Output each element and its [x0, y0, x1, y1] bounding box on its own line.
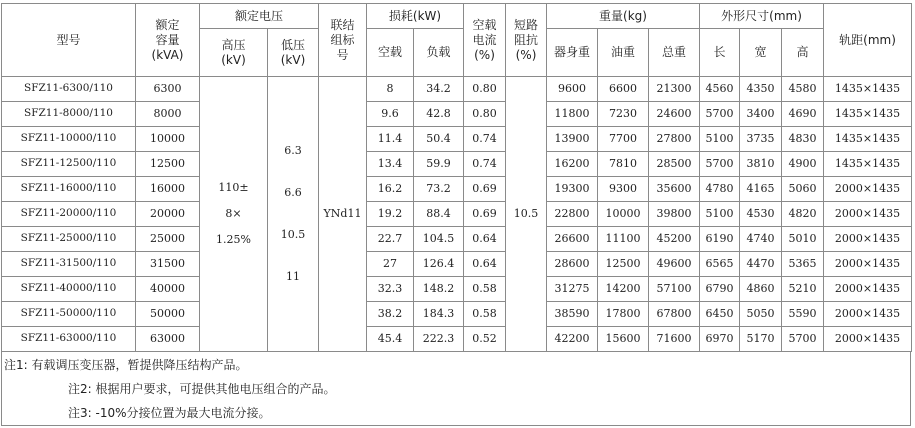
vector-group-cell: YNd11 — [319, 77, 367, 352]
capacity-cell: 20000 — [136, 202, 200, 227]
width-cell: 4530 — [740, 202, 782, 227]
header-height: 高 — [782, 29, 824, 77]
capacity-cell: 16000 — [136, 177, 200, 202]
model-cell: SFZ11-63000/110 — [2, 327, 136, 352]
gauge-cell: 1435×1435 — [824, 127, 912, 152]
length-cell: 6450 — [700, 302, 740, 327]
total-weight-cell: 71600 — [649, 327, 700, 352]
no-load-current-cell: 0.74 — [464, 152, 506, 177]
height-cell: 5210 — [782, 277, 824, 302]
no-load-loss-cell: 32.3 — [367, 277, 414, 302]
oil-weight-cell: 7810 — [598, 152, 649, 177]
no-load-loss-cell: 9.6 — [367, 102, 414, 127]
header-loss: 损耗(kW) — [367, 4, 464, 29]
height-cell: 5590 — [782, 302, 824, 327]
capacity-cell: 31500 — [136, 252, 200, 277]
oil-weight-cell: 17800 — [598, 302, 649, 327]
model-cell: SFZ11-10000/110 — [2, 127, 136, 152]
table-row — [2, 327, 912, 352]
height-cell: 5365 — [782, 252, 824, 277]
width-cell: 4740 — [740, 227, 782, 252]
length-cell: 5700 — [700, 152, 740, 177]
width-cell: 4860 — [740, 277, 782, 302]
model-cell: SFZ11-8000/110 — [2, 102, 136, 127]
height-cell: 5010 — [782, 227, 824, 252]
model-cell: SFZ11-25000/110 — [2, 227, 136, 252]
oil-weight-cell: 7230 — [598, 102, 649, 127]
load-loss-cell: 104.5 — [414, 227, 464, 252]
transformer-spec-table — [1, 3, 912, 352]
total-weight-cell: 67800 — [649, 302, 700, 327]
width-cell: 3735 — [740, 127, 782, 152]
impedance-cell: 10.5 — [506, 77, 547, 352]
gauge-cell: 2000×1435 — [824, 227, 912, 252]
table-row — [2, 202, 912, 227]
model-cell: SFZ11-31500/110 — [2, 252, 136, 277]
note-3: 注3: -10%分接位置为最大电流分接。 — [68, 406, 271, 420]
no-load-loss-cell: 22.7 — [367, 227, 414, 252]
width-cell: 3810 — [740, 152, 782, 177]
gauge-cell: 2000×1435 — [824, 202, 912, 227]
model-cell: SFZ11-50000/110 — [2, 302, 136, 327]
no-load-loss-cell: 13.4 — [367, 152, 414, 177]
header-width: 宽 — [740, 29, 782, 77]
gauge-cell: 1435×1435 — [824, 77, 912, 102]
capacity-cell: 8000 — [136, 102, 200, 127]
lv-rating-cell: 6.3 6.6 10.5 11 — [268, 77, 319, 352]
header-rated-voltage: 额定电压 — [200, 4, 319, 29]
total-weight-cell: 49600 — [649, 252, 700, 277]
length-cell: 5700 — [700, 102, 740, 127]
width-cell: 3400 — [740, 102, 782, 127]
header-model: 型号 — [2, 4, 136, 77]
no-load-loss-cell: 8 — [367, 77, 414, 102]
oil-weight-cell: 14200 — [598, 277, 649, 302]
header-lv: 低压 (kV) — [268, 29, 319, 77]
length-cell: 4780 — [700, 177, 740, 202]
no-load-current-cell: 0.64 — [464, 227, 506, 252]
load-loss-cell: 126.4 — [414, 252, 464, 277]
load-loss-cell: 222.3 — [414, 327, 464, 352]
oil-weight-cell: 7700 — [598, 127, 649, 152]
oil-weight-cell: 15600 — [598, 327, 649, 352]
height-cell: 4690 — [782, 102, 824, 127]
no-load-current-cell: 0.69 — [464, 202, 506, 227]
oil-weight-cell: 12500 — [598, 252, 649, 277]
header-no-load-loss: 空载 — [367, 29, 414, 77]
note-2: 注2: 根据用户要求，可提供其他电压组合的产品。 — [68, 382, 336, 396]
table-row — [2, 102, 912, 127]
no-load-current-cell: 0.58 — [464, 302, 506, 327]
table-row — [2, 177, 912, 202]
capacity-cell: 12500 — [136, 152, 200, 177]
body-weight-cell: 22800 — [547, 202, 598, 227]
model-cell: SFZ11-16000/110 — [2, 177, 136, 202]
total-weight-cell: 24600 — [649, 102, 700, 127]
gauge-cell: 2000×1435 — [824, 277, 912, 302]
header-length: 长 — [700, 29, 740, 77]
header-total-weight: 总重 — [649, 29, 700, 77]
gauge-cell: 2000×1435 — [824, 177, 912, 202]
height-cell: 4900 — [782, 152, 824, 177]
model-cell: SFZ11-40000/110 — [2, 277, 136, 302]
body-weight-cell: 38590 — [547, 302, 598, 327]
table-row — [2, 152, 912, 177]
height-cell: 4820 — [782, 202, 824, 227]
body-weight-cell: 26600 — [547, 227, 598, 252]
total-weight-cell: 45200 — [649, 227, 700, 252]
header-rated-capacity: 额定 容量 (kVA) — [136, 4, 200, 77]
gauge-cell: 2000×1435 — [824, 327, 912, 352]
header-weight: 重量(kg) — [547, 4, 700, 29]
model-cell: SFZ11-6300/110 — [2, 77, 136, 102]
hv-rating-cell: 110± 8× 1.25% — [200, 77, 268, 352]
length-cell: 6790 — [700, 277, 740, 302]
header-impedance: 短路 阻抗 (%) — [506, 4, 547, 77]
oil-weight-cell: 11100 — [598, 227, 649, 252]
header-no-load-current: 空载 电流 (%) — [464, 4, 506, 77]
table-row — [2, 252, 912, 277]
body-weight-cell: 13900 — [547, 127, 598, 152]
gauge-cell: 1435×1435 — [824, 152, 912, 177]
width-cell: 4350 — [740, 77, 782, 102]
capacity-cell: 63000 — [136, 327, 200, 352]
load-loss-cell: 42.8 — [414, 102, 464, 127]
header-dimensions: 外形尺寸(mm) — [700, 4, 824, 29]
header-body-weight: 器身重 — [547, 29, 598, 77]
height-cell: 4580 — [782, 77, 824, 102]
total-weight-cell: 21300 — [649, 77, 700, 102]
header-hv: 高压 (kV) — [200, 29, 268, 77]
oil-weight-cell: 6600 — [598, 77, 649, 102]
model-cell: SFZ11-20000/110 — [2, 202, 136, 227]
capacity-cell: 25000 — [136, 227, 200, 252]
total-weight-cell: 39800 — [649, 202, 700, 227]
height-cell: 5060 — [782, 177, 824, 202]
height-cell: 4830 — [782, 127, 824, 152]
body-weight-cell: 11800 — [547, 102, 598, 127]
header-vector-group: 联结 组标 号 — [319, 4, 367, 77]
table-row — [2, 77, 912, 102]
note-1: 注1: 有载调压变压器，暂提供降压结构产品。 — [4, 358, 248, 372]
body-weight-cell: 9600 — [547, 77, 598, 102]
gauge-cell: 1435×1435 — [824, 102, 912, 127]
no-load-loss-cell: 16.2 — [367, 177, 414, 202]
no-load-current-cell: 0.64 — [464, 252, 506, 277]
load-loss-cell: 50.4 — [414, 127, 464, 152]
body-weight-cell: 19300 — [547, 177, 598, 202]
total-weight-cell: 28500 — [649, 152, 700, 177]
width-cell: 4165 — [740, 177, 782, 202]
no-load-loss-cell: 19.2 — [367, 202, 414, 227]
no-load-current-cell: 0.74 — [464, 127, 506, 152]
length-cell: 4560 — [700, 77, 740, 102]
length-cell: 6970 — [700, 327, 740, 352]
no-load-loss-cell: 38.2 — [367, 302, 414, 327]
body-weight-cell: 16200 — [547, 152, 598, 177]
load-loss-cell: 34.2 — [414, 77, 464, 102]
table-row — [2, 127, 912, 152]
total-weight-cell: 27800 — [649, 127, 700, 152]
capacity-cell: 40000 — [136, 277, 200, 302]
no-load-current-cell: 0.58 — [464, 277, 506, 302]
length-cell: 5100 — [700, 202, 740, 227]
capacity-cell: 6300 — [136, 77, 200, 102]
length-cell: 6190 — [700, 227, 740, 252]
no-load-current-cell: 0.69 — [464, 177, 506, 202]
header-load-loss: 负载 — [414, 29, 464, 77]
load-loss-cell: 148.2 — [414, 277, 464, 302]
no-load-current-cell: 0.52 — [464, 327, 506, 352]
header-oil-weight: 油重 — [598, 29, 649, 77]
no-load-loss-cell: 27 — [367, 252, 414, 277]
oil-weight-cell: 9300 — [598, 177, 649, 202]
total-weight-cell: 35600 — [649, 177, 700, 202]
notes-box — [1, 352, 911, 426]
no-load-loss-cell: 11.4 — [367, 127, 414, 152]
load-loss-cell: 88.4 — [414, 202, 464, 227]
load-loss-cell: 184.3 — [414, 302, 464, 327]
total-weight-cell: 57100 — [649, 277, 700, 302]
header-gauge: 轨距(mm) — [824, 4, 912, 77]
load-loss-cell: 73.2 — [414, 177, 464, 202]
length-cell: 5100 — [700, 127, 740, 152]
gauge-cell: 2000×1435 — [824, 252, 912, 277]
gauge-cell: 2000×1435 — [824, 302, 912, 327]
width-cell: 5170 — [740, 327, 782, 352]
no-load-current-cell: 0.80 — [464, 77, 506, 102]
no-load-current-cell: 0.80 — [464, 102, 506, 127]
width-cell: 5050 — [740, 302, 782, 327]
capacity-cell: 10000 — [136, 127, 200, 152]
body-weight-cell: 31275 — [547, 277, 598, 302]
width-cell: 4470 — [740, 252, 782, 277]
no-load-loss-cell: 45.4 — [367, 327, 414, 352]
table-row — [2, 227, 912, 252]
model-cell: SFZ11-12500/110 — [2, 152, 136, 177]
oil-weight-cell: 10000 — [598, 202, 649, 227]
body-weight-cell: 42200 — [547, 327, 598, 352]
height-cell: 5700 — [782, 327, 824, 352]
load-loss-cell: 59.9 — [414, 152, 464, 177]
capacity-cell: 50000 — [136, 302, 200, 327]
table-row — [2, 277, 912, 302]
table-row — [2, 302, 912, 327]
body-weight-cell: 28600 — [547, 252, 598, 277]
length-cell: 6565 — [700, 252, 740, 277]
